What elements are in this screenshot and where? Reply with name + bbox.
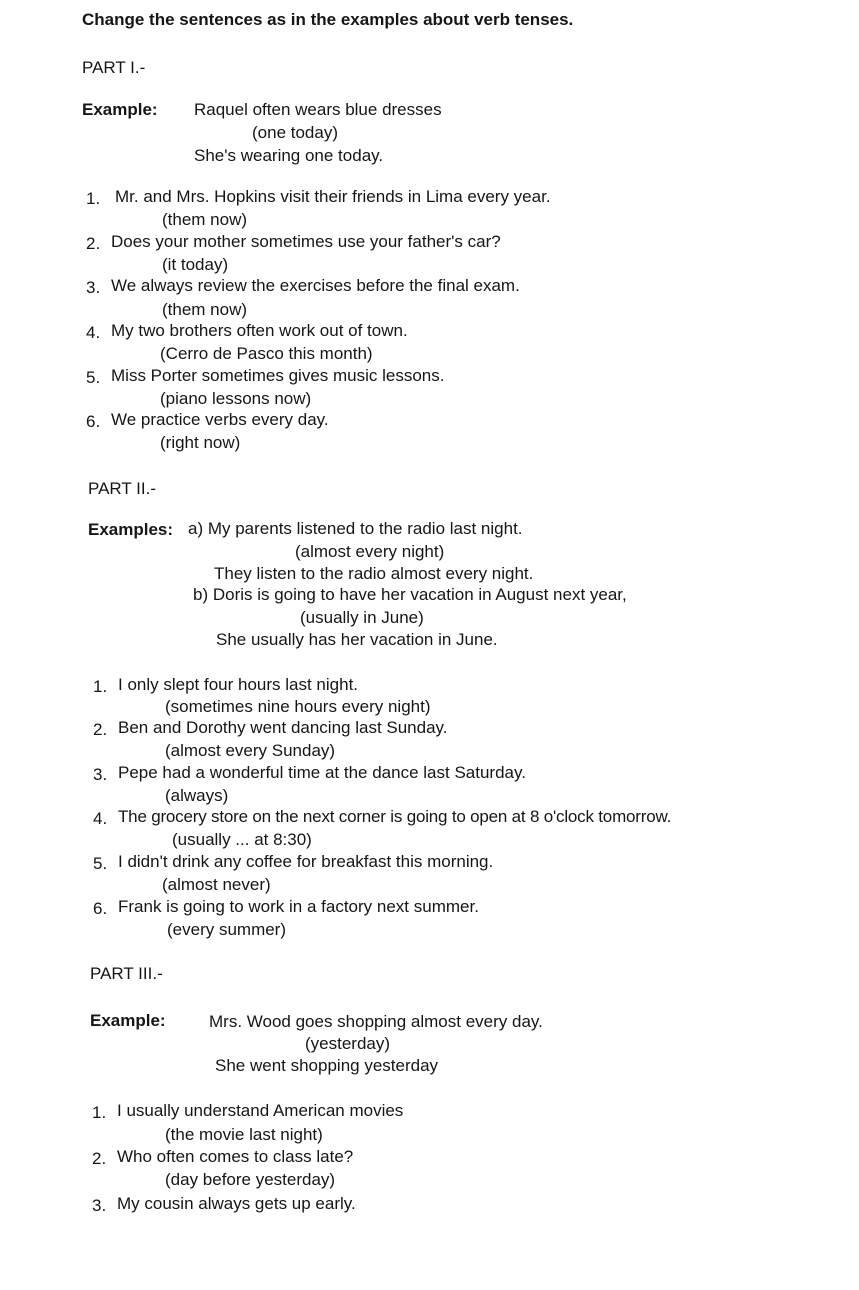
part3-example-answer: She went shopping yesterday	[215, 1056, 439, 1075]
list-item-cue: (right now)	[160, 433, 241, 452]
list-item: We practice verbs every day.	[111, 410, 329, 429]
list-item: Does your mother sometimes use your father's car?	[111, 232, 501, 251]
list-item-cue: (it today)	[162, 255, 229, 274]
part2-example-a-sentence: a) My parents listened to the radio last night.	[188, 519, 523, 538]
list-item-number: 6.	[93, 899, 108, 918]
part1-example-cue: (one today)	[252, 123, 338, 142]
list-item: We always review the exercises before the final exam.	[111, 276, 520, 295]
list-item-cue: (every summer)	[167, 920, 287, 939]
list-item-number: 4.	[86, 323, 101, 342]
list-item: Mr. and Mrs. Hopkins visit their friends in Lima every year.	[115, 187, 551, 206]
list-item-number: 3.	[86, 278, 101, 297]
part3-heading: PART III.-	[90, 964, 163, 983]
list-item-cue: (day before yesterday)	[165, 1170, 336, 1189]
list-item-number: 1.	[93, 677, 108, 696]
list-item-cue: (the movie last night)	[165, 1125, 323, 1144]
part1-heading: PART I.-	[82, 58, 146, 77]
list-item-cue: (them now)	[162, 210, 248, 229]
list-item: Who often comes to class late?	[117, 1147, 354, 1166]
part2-heading: PART II.-	[88, 479, 157, 498]
list-item-cue: (always)	[165, 786, 229, 805]
list-item-number: 2.	[93, 720, 108, 739]
list-item-number: 3.	[92, 1196, 107, 1215]
list-item-cue: (piano lessons now)	[160, 389, 312, 408]
list-item-number: 3.	[93, 765, 108, 784]
list-item-number: 2.	[86, 234, 101, 253]
part2-example-b-sentence: b) Doris is going to have her vacation in August next year,	[193, 585, 627, 604]
worksheet-title: Change the sentences as in the examples about verb tenses.	[82, 10, 574, 29]
list-item-cue: (them now)	[162, 300, 248, 319]
part2-example-a-cue: (almost every night)	[295, 542, 445, 561]
part3-example-cue: (yesterday)	[305, 1034, 391, 1053]
part2-example-b-cue: (usually in June)	[300, 608, 424, 627]
list-item: My two brothers often work out of town.	[111, 321, 408, 340]
part2-example-b-answer: She usually has her vacation in June.	[216, 630, 498, 649]
part1-example-sentence: Raquel often wears blue dresses	[194, 100, 442, 119]
list-item: Ben and Dorothy went dancing last Sunday.	[118, 718, 448, 737]
list-item: Frank is going to work in a factory next summer.	[118, 897, 479, 916]
list-item-cue: (almost never)	[162, 875, 271, 894]
list-item-number: 4.	[93, 809, 108, 828]
list-item: I usually understand American movies	[117, 1101, 404, 1120]
part2-examples-label: Examples:	[88, 520, 174, 539]
list-item: My cousin always gets up early.	[117, 1194, 356, 1213]
list-item-number: 6.	[86, 412, 101, 431]
list-item-number: 1.	[92, 1103, 107, 1122]
part2-example-a-answer: They listen to the radio almost every night.	[214, 564, 534, 583]
list-item-cue: (Cerro de Pasco this month)	[160, 344, 373, 363]
part3-example-label: Example:	[90, 1011, 166, 1030]
list-item: I only slept four hours last night.	[118, 675, 359, 694]
list-item-number: 5.	[86, 368, 101, 387]
list-item-cue: (sometimes nine hours every night)	[165, 697, 431, 716]
part1-example-label: Example:	[82, 100, 158, 119]
part3-example-sentence: Mrs. Wood goes shopping almost every day.	[209, 1012, 543, 1031]
list-item-number: 1.	[86, 189, 101, 208]
list-item-cue: (almost every Sunday)	[165, 741, 336, 760]
list-item: I didn't drink any coffee for breakfast this morning.	[118, 852, 494, 871]
list-item: Pepe had a wonderful time at the dance last Saturday.	[118, 763, 526, 782]
part1-example-answer: She's wearing one today.	[194, 146, 384, 165]
list-item-number: 2.	[92, 1149, 107, 1168]
list-item: The grocery store on the next corner is going to open at 8 o'clock tomorrow.	[118, 807, 672, 826]
list-item: Miss Porter sometimes gives music lessons.	[111, 366, 445, 385]
list-item-cue: (usually ... at 8:30)	[172, 830, 312, 849]
list-item-number: 5.	[93, 854, 108, 873]
